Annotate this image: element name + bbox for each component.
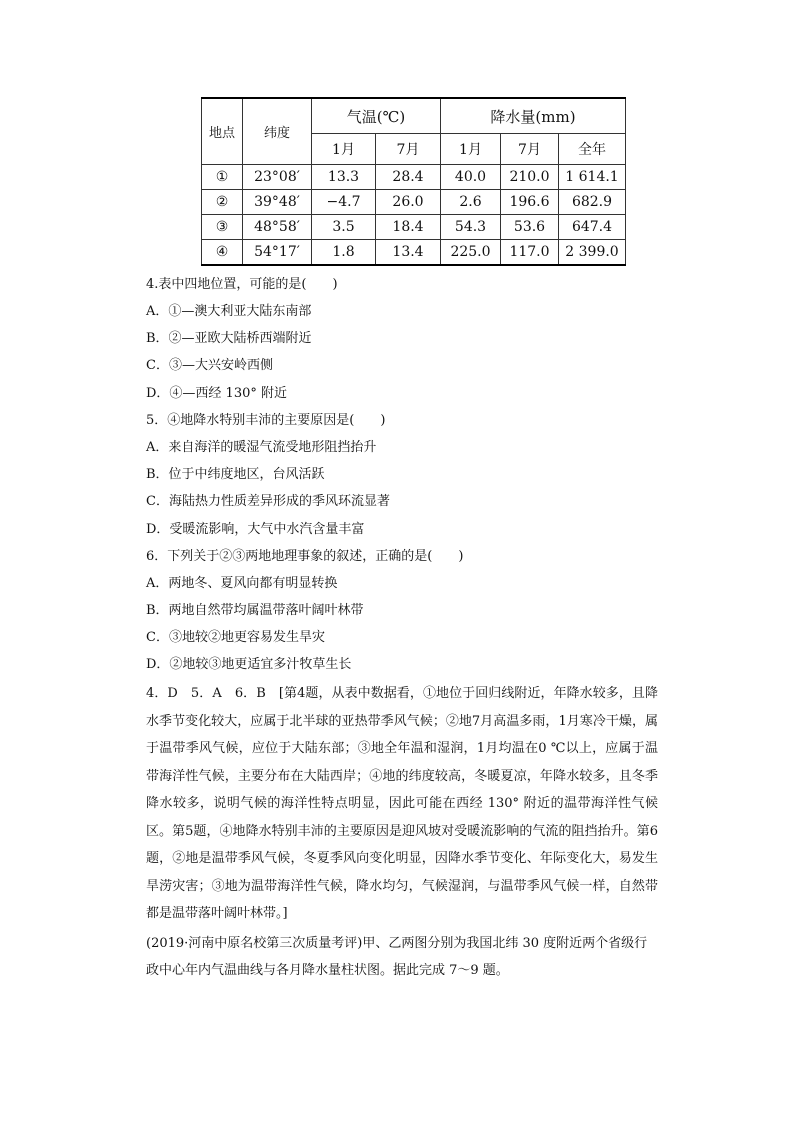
question-4-option-c: C．③—大兴安岭西侧: [146, 358, 273, 373]
table-row: [202, 215, 626, 240]
cell-precip-year: 647.4: [559, 215, 626, 240]
cell-precip-jan: 54.3: [441, 215, 501, 240]
question-5-stem: 5．④地降水特别丰沛的主要原因是( ): [146, 413, 386, 428]
cell-latitude: 39°48′: [243, 190, 312, 215]
header-precipitation: 降水量(mm): [441, 98, 626, 134]
cell-precip-jul: 53.6: [501, 215, 559, 240]
question-4-option-a: A．①—澳大利亚大陆东南部: [146, 304, 312, 319]
cell-latitude: 48°58′: [243, 215, 312, 240]
cell-temp-jul: 28.4: [376, 165, 441, 190]
answer-text: [第4题，从表中数据看，①地位于回归线附近，年降水较多，且降水季节变化较大，应属于北半球的亚热带季风气候；②地7月高温多雨，1月寒冷干燥，属于温带季风气候，应位于大陆东部；③地全年温和湿润，1月均温在0 ℃以上，应属于温带海洋性气候，主要分布在大陆西岸；④地的纬度较高，冬暖夏凉，年降水较多，且冬季降水较多，说明气候的海洋性特点明显，因此可能在西经 130° 附近的温带海洋性气候区。第5题，④地降水特别丰沛的主要原因是迎风坡对受暖流影响的气流的阻挡抬升。第6题，②地是温带季风气候，冬夏季风向变化明显，因降水季节变化、年际变化大，易发生旱涝灾害；③地为温带海洋性气候，降水均匀，气候湿润，与温带季风气候一样，自然带都是温带落叶阔叶林带。]: [146, 686, 658, 921]
table-row: [202, 240, 626, 266]
cell-precip-jul: 117.0: [501, 240, 559, 266]
next-questions-intro: (2019·河南中原名校第三次质量考评)甲、乙两图分别为我国北纬 30 度附近两个省级行政中心年内气温曲线与各月降水量柱状图。据此完成 7～9 题。: [146, 936, 648, 978]
cell-precip-jan: 225.0: [441, 240, 501, 266]
answer-keys: 4．D 5．A 6．B: [146, 686, 266, 701]
cell-precip-jul: 210.0: [501, 165, 559, 190]
question-5-option-b: B．位于中纬度地区，台风活跃: [146, 467, 325, 482]
question-4-option-d: D．④—西经 130° 附近: [146, 386, 288, 401]
header-temp-jan: 1月: [312, 134, 376, 165]
cell-place: ③: [202, 215, 243, 240]
question-5-option-d: D．受暖流影响，大气中水汽含量丰富: [146, 522, 365, 537]
table-row: [202, 165, 626, 190]
cell-precip-year: 2 399.0: [559, 240, 626, 266]
question-5-option-c: C．海陆热力性质差异形成的季风环流显著: [146, 494, 390, 509]
question-5-option-a: A．来自海洋的暖湿气流受地形阻挡抬升: [146, 440, 377, 455]
header-precip-jul: 7月: [501, 134, 559, 165]
question-6-option-b: B．两地自然带均属温带落叶阔叶林带: [146, 603, 364, 618]
header-precip-year: 全年: [559, 134, 626, 165]
question-4-option-b: B．②—亚欧大陆桥西端附近: [146, 331, 312, 346]
cell-precip-jul: 196.6: [501, 190, 559, 215]
cell-temp-jan: −4.7: [312, 190, 376, 215]
question-4-stem: 4.表中四地位置，可能的是( ): [146, 277, 338, 292]
cell-temp-jan: 3.5: [312, 215, 376, 240]
header-temperature: 气温(℃): [312, 98, 441, 134]
cell-place: ②: [202, 190, 243, 215]
cell-latitude: 23°08′: [243, 165, 312, 190]
question-6-stem: 6．下列关于②③两地地理事象的叙述，正确的是( ): [146, 549, 464, 564]
cell-temp-jan: 1.8: [312, 240, 376, 266]
cell-precip-year: 1 614.1: [559, 165, 626, 190]
header-latitude: 纬度: [243, 98, 312, 165]
header-place: 地点: [202, 98, 243, 165]
cell-temp-jul: 13.4: [376, 240, 441, 266]
table-header-row: [202, 98, 626, 134]
cell-precip-year: 682.9: [559, 190, 626, 215]
question-6-option-c: C．③地较②地更容易发生旱灾: [146, 630, 325, 645]
cell-temp-jan: 13.3: [312, 165, 376, 190]
table-row: [202, 190, 626, 215]
header-precip-jan: 1月: [441, 134, 501, 165]
header-temp-jul: 7月: [376, 134, 441, 165]
cell-latitude: 54°17′: [243, 240, 312, 266]
answer-explanation: [146, 680, 658, 928]
question-6-option-d: D．②地较③地更适宜多汁牧草生长: [146, 657, 352, 672]
cell-temp-jul: 18.4: [376, 215, 441, 240]
cell-precip-jan: 40.0: [441, 165, 501, 190]
cell-place: ④: [202, 240, 243, 266]
cell-place: ①: [202, 165, 243, 190]
question-6-option-a: A．两地冬、夏风向都有明显转换: [146, 576, 338, 591]
cell-temp-jul: 26.0: [376, 190, 441, 215]
climate-data-table: [201, 97, 626, 266]
cell-precip-jan: 2.6: [441, 190, 501, 215]
